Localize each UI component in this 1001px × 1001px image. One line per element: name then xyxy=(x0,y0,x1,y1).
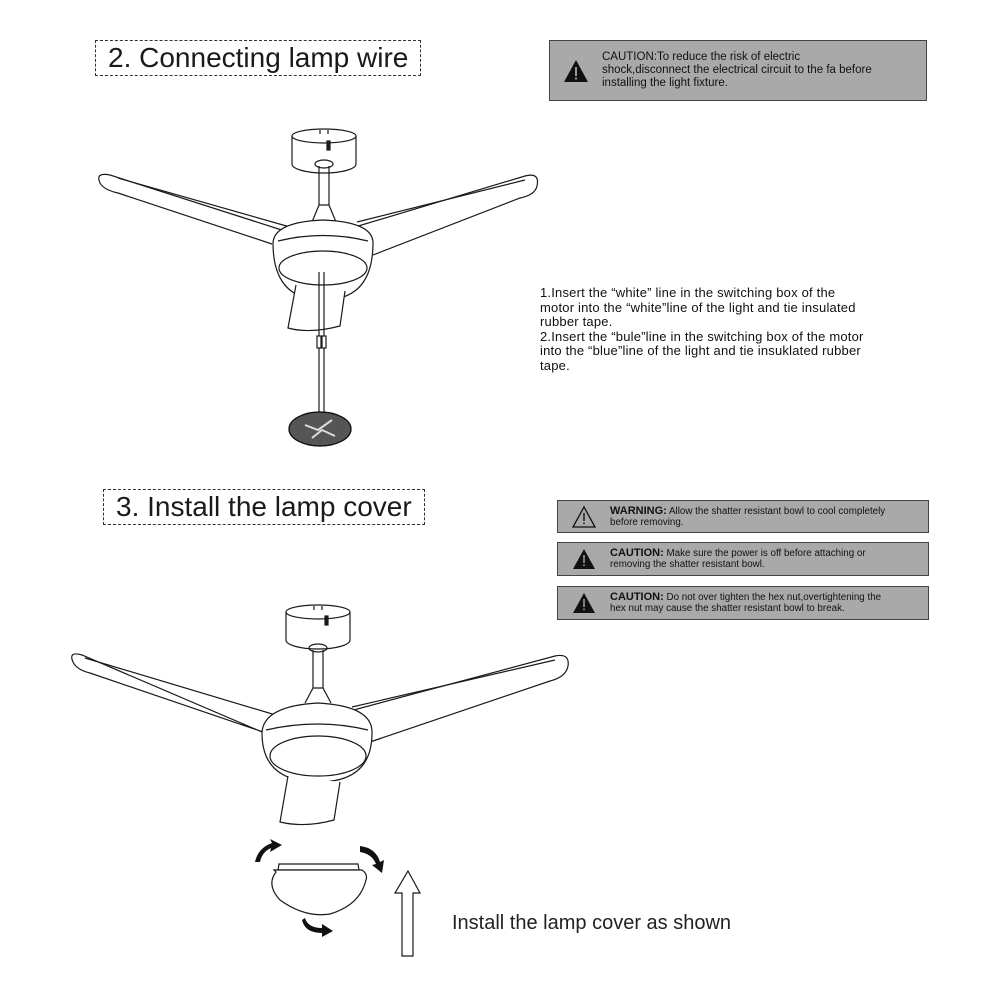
instruction-line: motor into the “white”line of the light and tie insulated xyxy=(540,299,856,315)
caution-text-line-3: installing the light fixture. xyxy=(602,77,728,89)
canopy-icon xyxy=(286,605,350,652)
up-arrow-icon xyxy=(395,871,420,956)
step-2-title: 2. Connecting lamp wire xyxy=(95,40,421,76)
warning-text-line-2: before removing. xyxy=(610,516,684,528)
caution-text-line-2: shock,disconnect the electrical circuit to the fa before xyxy=(602,64,872,76)
instruction-line: 1.Insert the “white” line in the switching box of the xyxy=(540,285,836,300)
install-caption: Install the lamp cover as shown xyxy=(452,912,732,934)
rotate-arrow-icon xyxy=(360,846,384,873)
caution-text-line-2: hex nut may cause the shatter resistant bowl to break. xyxy=(610,603,845,614)
caution-text-line-2: removing the shatter resistant bowl. xyxy=(610,559,765,570)
instruction-line: into the “blue”line of the light and tie insuklated rubber xyxy=(540,343,861,358)
warning-label: WARNING: xyxy=(610,504,667,517)
rotate-arrow-icon xyxy=(302,918,333,937)
instruction-line: rubber tape. xyxy=(540,314,613,329)
instruction-line: 2.Insert the “bule”line in the switching box of the motor xyxy=(540,328,864,344)
rotate-arrow-icon xyxy=(255,839,282,862)
caution-text-line-1: Make sure the power is off before attaching or xyxy=(663,548,866,559)
caution-text-line-1: CAUTION:To reduce the risk of electric xyxy=(602,51,801,63)
lamp-cover-bowl-icon xyxy=(272,864,367,915)
instruction-line: tape. xyxy=(540,357,570,373)
caution-label: CAUTION: xyxy=(610,591,664,603)
step-3-title: 3. Install the lamp cover xyxy=(103,489,425,525)
caution-label: CAUTION: xyxy=(610,547,664,559)
warning-text-line-1: Allow the shatter resistant bowl to cool completely xyxy=(666,505,886,517)
caution-text-line-1: Do not over tighten the hex nut,overtightening the xyxy=(663,592,882,603)
